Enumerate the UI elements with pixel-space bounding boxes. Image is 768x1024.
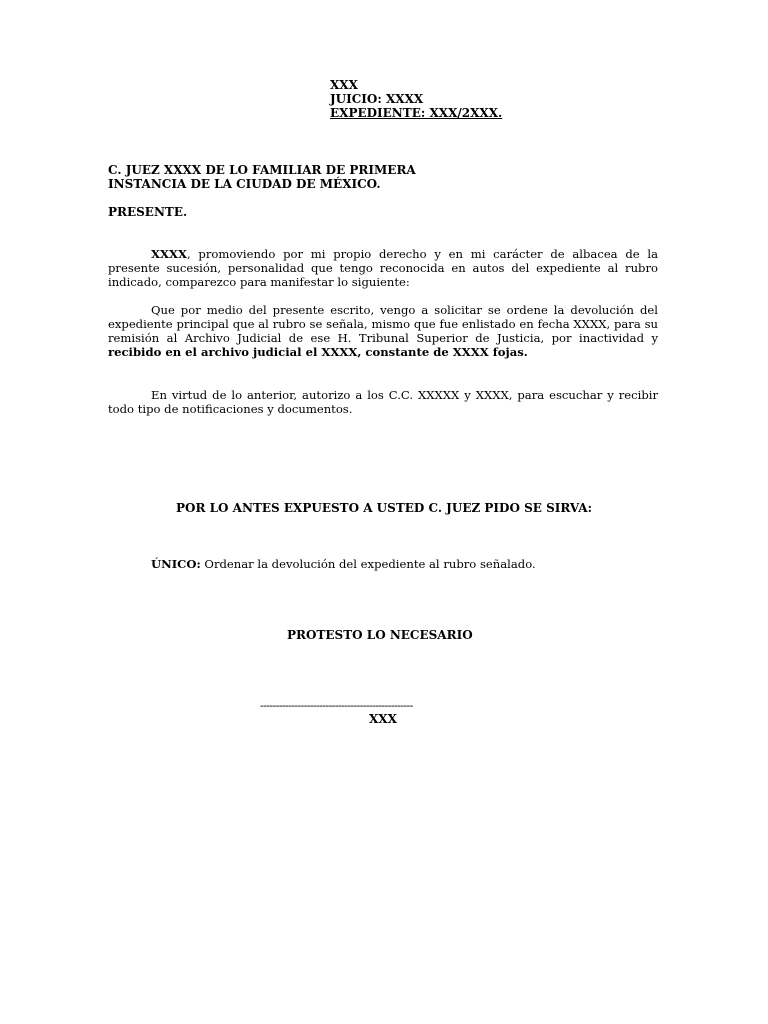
paragraph2-text: Que por medio del presente escrito, vengo a solicitar se ordene la devolución del expediente principal que al rubro se señala, mismo que fue enlistado en fecha XXXX, para su remisión al Archivo Judicial de ese H. Tribunal Superior de Justicia, por inactividad y bbox=[108, 303, 658, 345]
petition-text: POR LO ANTES EXPUESTO A USTED C. JUEZ PIDO SE SIRVA: bbox=[175, 501, 593, 515]
protesto-heading: PROTESTO LO NECESARIO bbox=[287, 628, 473, 642]
addressee-block bbox=[108, 163, 416, 191]
addressee-line1: C. JUEZ XXXX DE LO FAMILIAR DE PRIMERA bbox=[108, 163, 416, 177]
case-header bbox=[330, 78, 502, 120]
paragraph2-bold-text: recibido en el archivo judicial el XXXX, constante de XXXX fojas. bbox=[108, 345, 528, 359]
header-line1: XXX bbox=[330, 78, 358, 92]
paragraph3-text: En virtud de lo anterior, autorizo a los C.C. XXXXX y XXXX, para escuchar y recibir todo tipo de notificaciones y documentos. bbox=[108, 388, 658, 416]
expediente-label: EXPEDIENTE: XXX/2XXX. bbox=[330, 106, 503, 120]
unico-label: ÚNICO: bbox=[151, 557, 201, 571]
paragraph-introduction bbox=[108, 247, 658, 289]
petition-heading bbox=[0, 501, 768, 515]
juicio-label: JUICIO: XXXX bbox=[330, 92, 424, 106]
addressee-line2: INSTANCIA DE LA CIUDAD DE MÉXICO. bbox=[108, 177, 381, 191]
signature-line: ------------------------------------------------- bbox=[260, 699, 413, 712]
unico-text: Ordenar la devolución del expediente al rubro señalado. bbox=[200, 557, 536, 571]
presente-label: PRESENTE. bbox=[108, 205, 188, 219]
promovente-name: XXXX bbox=[151, 247, 187, 261]
signer-name: XXX bbox=[369, 712, 397, 726]
paragraph-request bbox=[108, 303, 658, 359]
paragraph1-text: , promoviendo por mi propio derecho y en mi carácter de albacea de la presente sucesión, personalidad que tengo reconocida en autos del expediente al rubro indicado, comparezco para manifestar lo siguiente: bbox=[108, 247, 658, 289]
unico-clause bbox=[151, 557, 536, 571]
paragraph-authorization bbox=[108, 388, 658, 416]
